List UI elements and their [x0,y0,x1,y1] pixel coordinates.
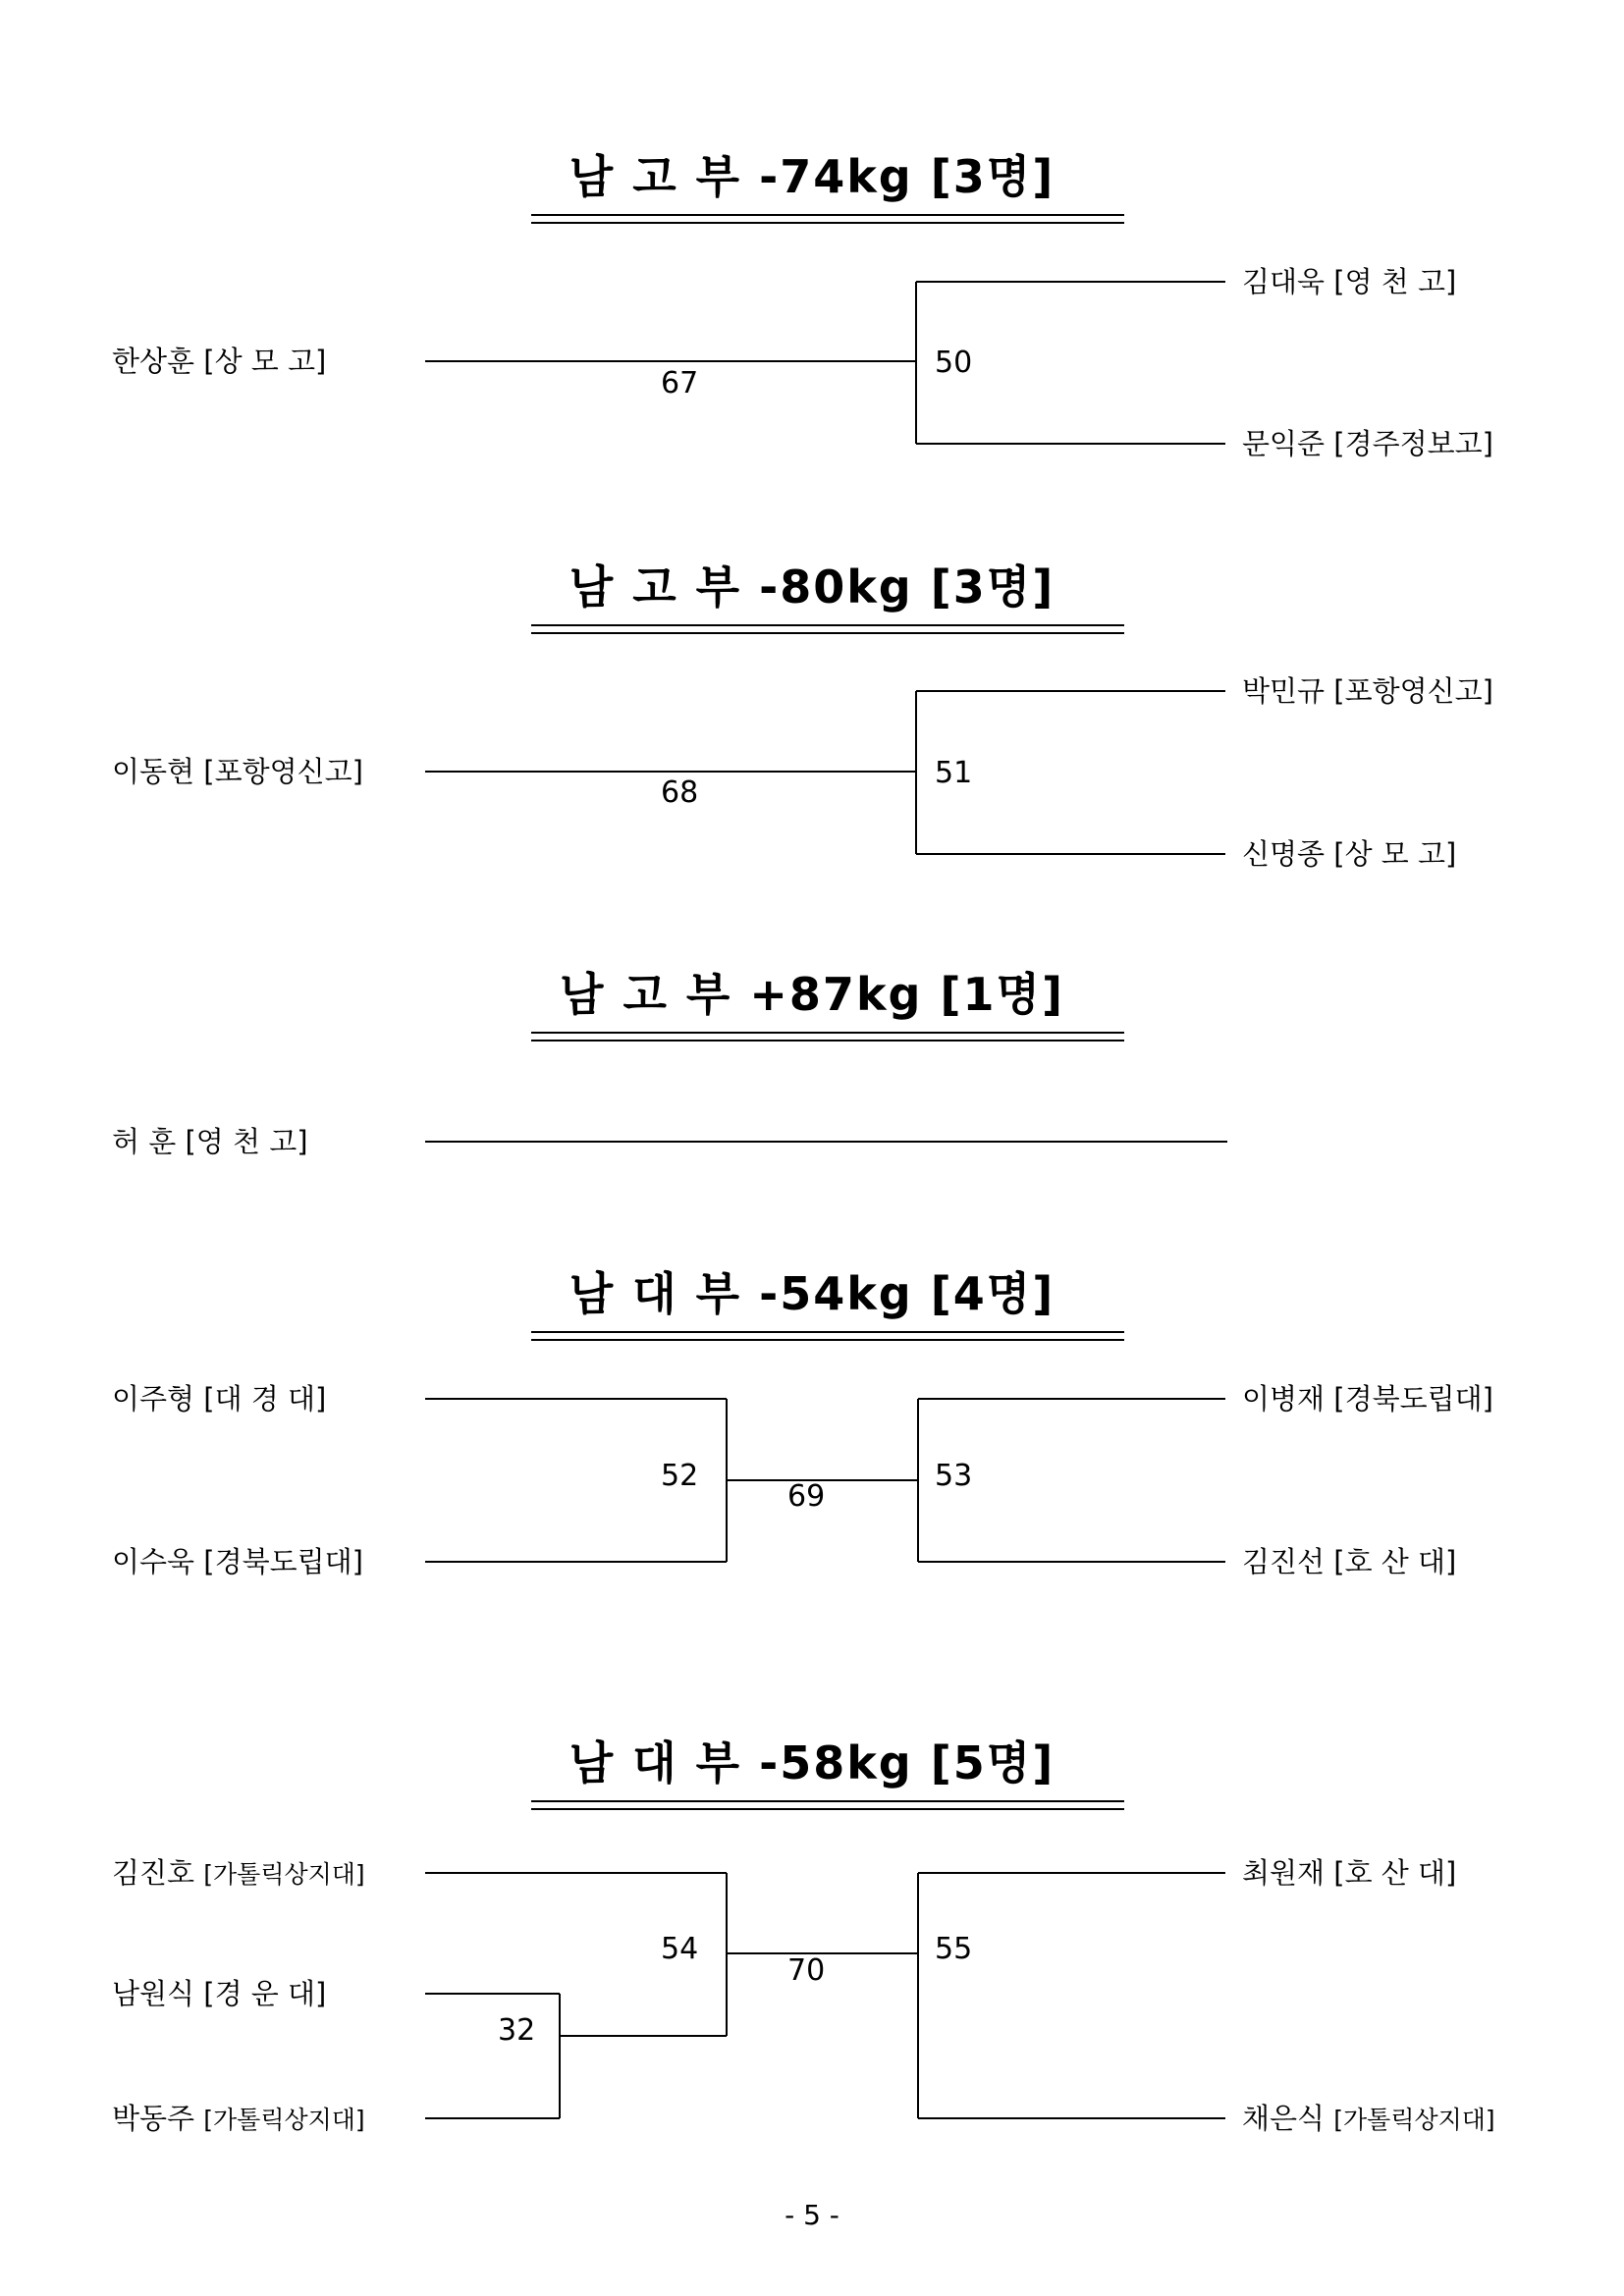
player-name: 남원식 [112,1977,195,2010]
title-underline [531,1331,1124,1341]
title-underline [531,624,1124,634]
player-entry [112,1855,365,1893]
title-underline [531,214,1124,224]
division-title: 남 고 부 +87kg [1명] [560,968,1064,1021]
player-team: [호 산 대] [1333,1856,1457,1890]
player-team: [경북도립대] [203,1545,363,1578]
player-team: [가톨릭상지대] [1333,2106,1495,2134]
player-team: [대 경 대] [203,1382,327,1415]
division-title: 남 대 부 -54kg [4명] [568,1267,1056,1320]
player-entry [112,1976,326,2011]
player-entry [1242,426,1493,461]
player-team: [가톨릭상지대] [203,2106,365,2134]
match-number: 54 [661,1932,699,1966]
division-title: 남 고 부 -80kg [3명] [568,561,1056,614]
division-title: 남 고 부 -74kg [3명] [568,150,1056,203]
player-entry [1242,2101,1495,2138]
player-entry [1242,836,1456,872]
player-name: 박동주 [112,2102,195,2135]
player-entry [112,344,326,379]
player-entry [112,1124,308,1159]
player-entry [1242,673,1493,709]
player-team: [경주정보고] [1333,427,1493,460]
player-name: 허 훈 [112,1125,177,1158]
division-title: 남 대 부 -58kg [5명] [568,1736,1056,1789]
player-name: 문익준 [1242,427,1326,460]
player-entry [1242,264,1456,299]
player-team: [상 모 고] [1333,837,1457,871]
player-team: [경 운 대] [203,1977,327,2010]
player-entry [112,2101,365,2138]
player-name: 김진선 [1242,1545,1326,1578]
player-team: [영 천 고] [1333,265,1457,298]
match-number: 32 [498,2013,536,2048]
player-name: 이주형 [112,1382,195,1415]
player-name: 신명종 [1242,837,1326,871]
player-name: 이수욱 [112,1545,195,1578]
player-team: [포항영신고] [1333,674,1493,708]
match-number: 51 [935,756,973,790]
title-underline [531,1800,1124,1810]
match-number: 52 [661,1459,699,1493]
player-name: 한상훈 [112,345,195,378]
match-number: 53 [935,1459,973,1493]
match-number: 69 [787,1479,826,1514]
player-team: [상 모 고] [203,345,327,378]
match-number: 55 [935,1932,973,1966]
page-number: - 5 - [785,2199,839,2231]
player-team: [포항영신고] [203,755,363,788]
player-name: 김진호 [112,1856,195,1890]
player-entry [112,754,363,789]
player-name: 이동현 [112,755,195,788]
player-name: 이병재 [1242,1382,1326,1415]
match-number: 68 [661,775,699,810]
player-entry [1242,1381,1493,1416]
player-name: 박민규 [1242,674,1326,708]
player-entry [112,1544,363,1579]
title-underline [531,1032,1124,1041]
player-team: [호 산 대] [1333,1545,1457,1578]
player-entry [1242,1855,1456,1891]
player-name: 최원재 [1242,1856,1326,1890]
match-number: 70 [787,1953,826,1988]
match-number: 67 [661,366,699,400]
player-team: [가톨릭상지대] [203,1860,365,1889]
player-team: [경북도립대] [1333,1382,1493,1415]
player-team: [영 천 고] [185,1125,308,1158]
player-entry [1242,1544,1456,1579]
match-number: 50 [935,346,973,380]
player-name: 김대욱 [1242,265,1326,298]
player-name: 채은식 [1242,2102,1326,2135]
player-entry [112,1381,326,1416]
